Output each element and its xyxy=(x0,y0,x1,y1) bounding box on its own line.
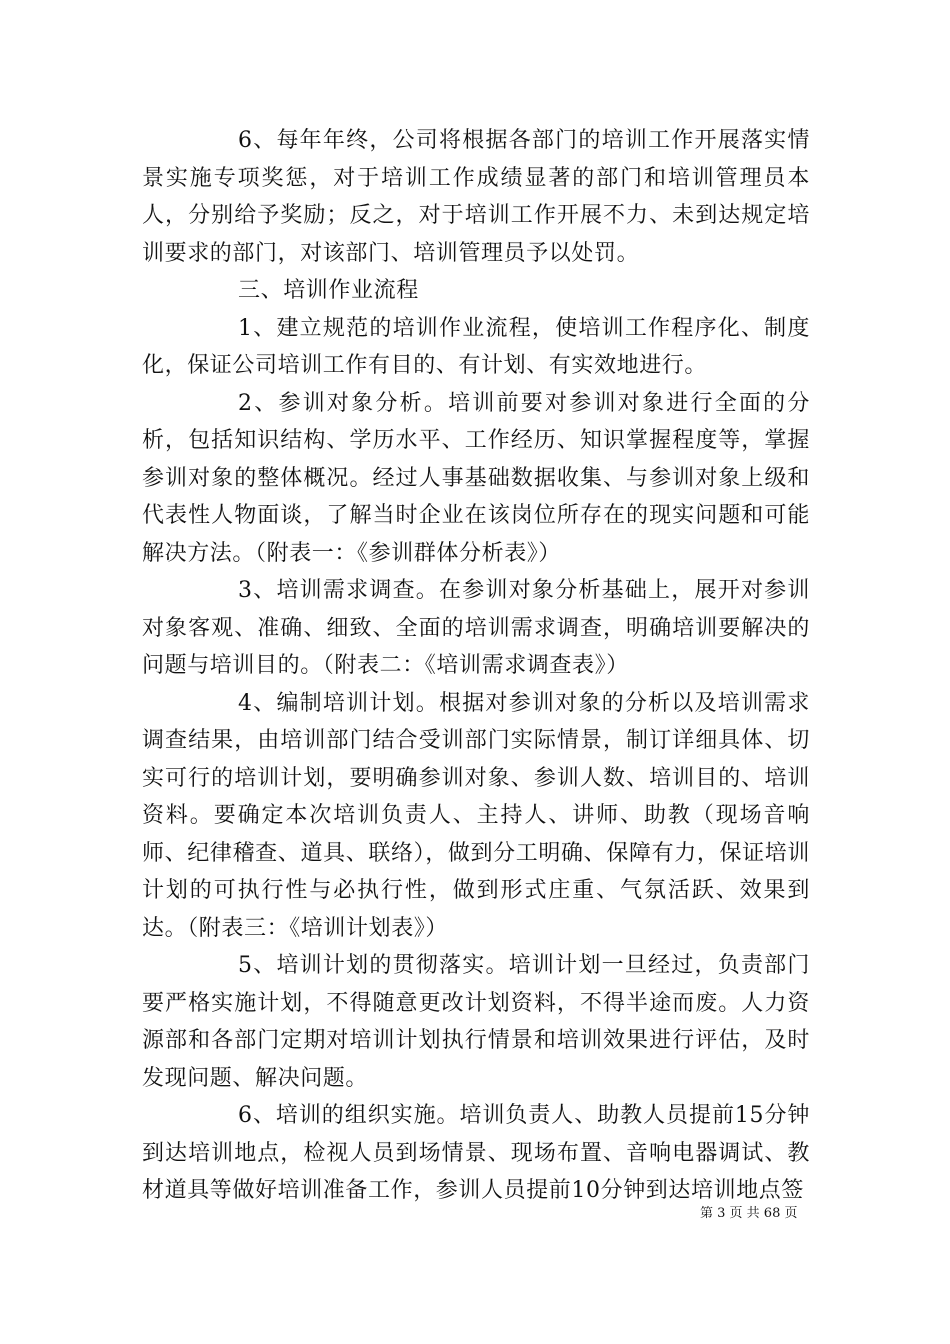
document-body xyxy=(142,122,810,1210)
paragraph-workflow-step-5: 5、培训计划的贯彻落实。培训计划一旦经过，负责部门要严格实施计划，不得随意更改计划资料，不得半途而废。人力资源部和各部门定期对培训计划执行情景和培训效果进行评估，及时发现问题、解决问题。 xyxy=(142,953,810,1091)
page-number-footer: 第 3 页 共 68 页 xyxy=(700,1206,798,1221)
paragraph-workflow-step-3: 3、培训需求调查。在参训对象分析基础上，展开对参训对象客观、准确、细致、全面的培训需求调查，明确培训要解决的问题与培训目的。（附表二：《培训需求调查表》） xyxy=(142,578,810,678)
paragraph-workflow-step-6: 6、培训的组织实施。培训负责人、助教人员提前15分钟到达培训地点，检视人员到场情景、现场布置、音响电器调试、教材道具等做好培训准备工作，参训人员提前10分钟到达培训地点签 xyxy=(142,1103,810,1203)
section-heading-training-workflow: 三、培训作业流程 xyxy=(238,278,419,303)
paragraph-workflow-step-1: 1、建立规范的培训作业流程，使培训工作程序化、制度化，保证公司培训工作有目的、有计划、有实效地进行。 xyxy=(142,315,810,378)
paragraph-workflow-step-4: 4、编制培训计划。根据对参训对象的分析以及培训需求调查结果，由培训部门结合受训部门实际情景，制订详细具体、切实可行的培训计划，要明确参训对象、参训人数、培训目的、培训资料。要确定本次培训负责人、主持人、讲师、助教（现场音响师、纪律稽查、道具、联络），做到分工明确、保障有力，保证培训计划的可执行性与必执行性，做到形式庄重、气氛活跃、效果到达。（附表三：《培训计划表》） xyxy=(142,690,810,941)
paragraph-annual-reward-penalty: 6、每年年终，公司将根据各部门的培训工作开展落实情景实施专项奖惩，对于培训工作成绩显著的部门和培训管理员本人，分别给予奖励；反之，对于培训工作开展不力、未到达规定培训要求的部门，对该部门、培训管理员予以处罚。 xyxy=(142,128,810,266)
paragraph-workflow-step-2: 2、参训对象分析。培训前要对参训对象进行全面的分析，包括知识结构、学历水平、工作经历、知识掌握程度等，掌握参训对象的整体概况。经过人事基础数据收集、与参训对象上级和代表性人物面谈，了解当时企业在该岗位所存在的现实问题和可能解决方法。（附表一：《参训群体分析表》） xyxy=(142,390,810,566)
